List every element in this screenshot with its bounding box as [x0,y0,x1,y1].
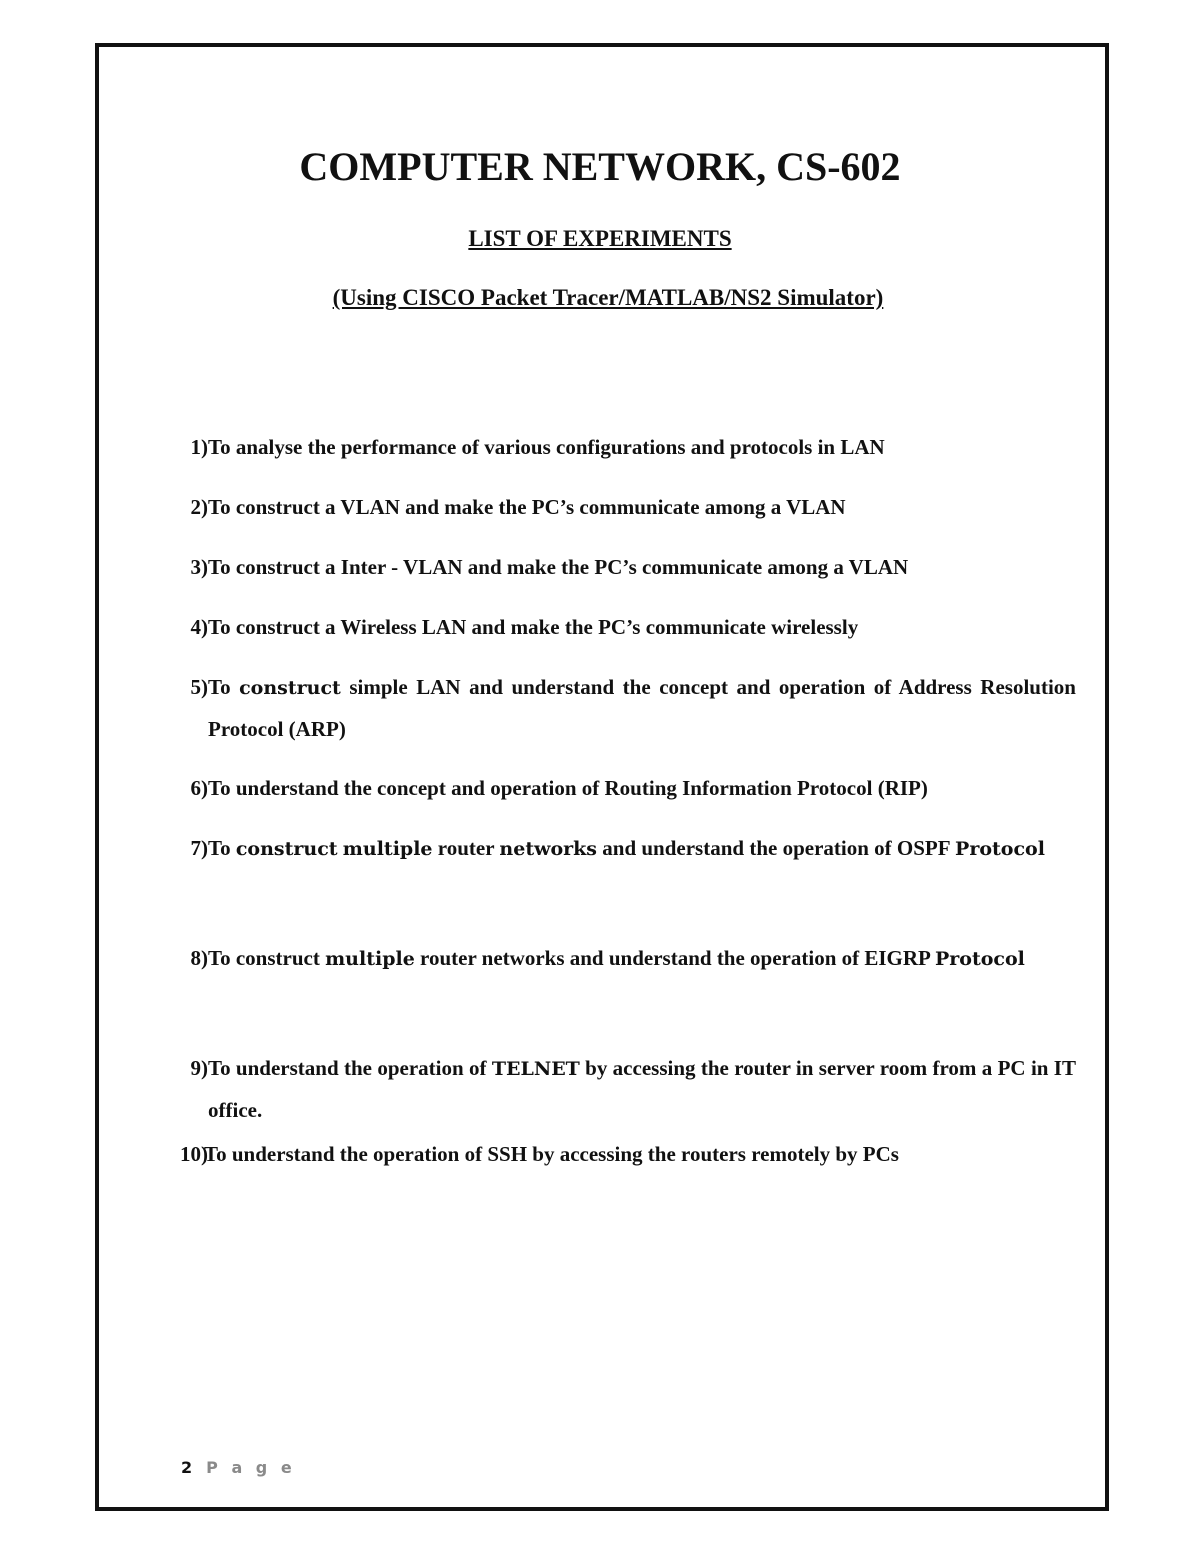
text-run: To construct a VLAN and make the PC’s communicate among a VLAN [208,495,846,519]
experiment-number: 7) [190,836,208,860]
text-run: simple LAN and understand the concept and operation of Address Resolution Protocol (ARP) [208,675,1076,741]
experiment-number: 1) [190,435,208,459]
experiment-number: 4) [190,615,208,639]
emphasized-text: multiple [342,838,433,860]
experiment-number: 10) [180,1142,208,1166]
text-run: To understand the concept and operation of Routing Information Protocol (RIP) [208,776,928,800]
experiment-text [208,828,1076,870]
experiment-text [208,768,1076,809]
experiment-item-5 [166,667,1076,741]
text-run: To analyse the performance of various configurations and protocols in LAN [208,435,885,459]
experiment-number: 3) [190,555,208,579]
experiment-item-8 [166,938,1076,979]
experiment-text [208,427,1076,468]
text-run: To construct a Wireless LAN and make the PC’s communicate wirelessly [208,615,859,639]
emphasized-text: Protocol [934,948,1025,970]
experiment-item-9 [166,1048,1076,1122]
experiment-text [204,1134,1076,1175]
emphasized-text: multiple [325,948,415,970]
text-run: To understand the operation of SSH by accessing the routers remotely by PCs [204,1142,899,1166]
page-label: P a g e [206,1458,296,1477]
page-footer [181,1458,296,1477]
experiment-number: 9) [190,1056,208,1080]
experiment-text [208,667,1076,750]
experiment-text [208,938,1076,980]
emphasized-text: Protocol [955,838,1045,860]
text-run: To construct a Inter - VLAN and make the PC’s communicate among a VLAN [208,555,909,579]
list-heading: LIST OF EXPERIMENTS [468,226,732,251]
emphasized-text: construct [239,677,341,699]
experiment-item-1 [166,427,1076,468]
experiment-item-3 [166,547,1076,588]
page-number: 2 [181,1458,193,1477]
experiment-item-6 [166,768,1076,809]
text-run: To construct [208,946,326,970]
emphasized-text: TELNET [491,1058,580,1080]
text-run: router networks and understand the operation of EIGRP [414,946,935,970]
text-run: router [432,836,500,860]
text-run: by accessing the router in server room from a PC in IT office. [208,1056,1076,1122]
tools-subheading: (Using CISCO Packet Tracer/MATLAB/NS2 Simulator) [332,285,884,310]
experiment-text [208,547,1076,588]
experiment-text [208,487,1076,528]
emphasized-text: construct [235,838,338,860]
emphasized-text: networks [499,838,598,860]
experiment-number: 8) [190,946,208,970]
text-run: To understand the operation of [208,1056,492,1080]
experiment-text [208,1048,1076,1131]
experiment-item-4 [166,607,1076,648]
text-run: and understand the operation of OSPF [597,836,956,860]
text-run: To [208,675,240,699]
experiment-item-2 [166,487,1076,528]
experiment-text [208,607,1076,648]
experiment-item-10 [166,1134,1076,1175]
experiment-item-7 [166,828,1076,869]
text-run: To [208,836,236,860]
experiment-number: 6) [190,776,208,800]
page-title: COMPUTER NETWORK, CS-602 [299,144,901,189]
experiment-number: 2) [190,495,208,519]
experiment-number: 5) [190,675,208,699]
